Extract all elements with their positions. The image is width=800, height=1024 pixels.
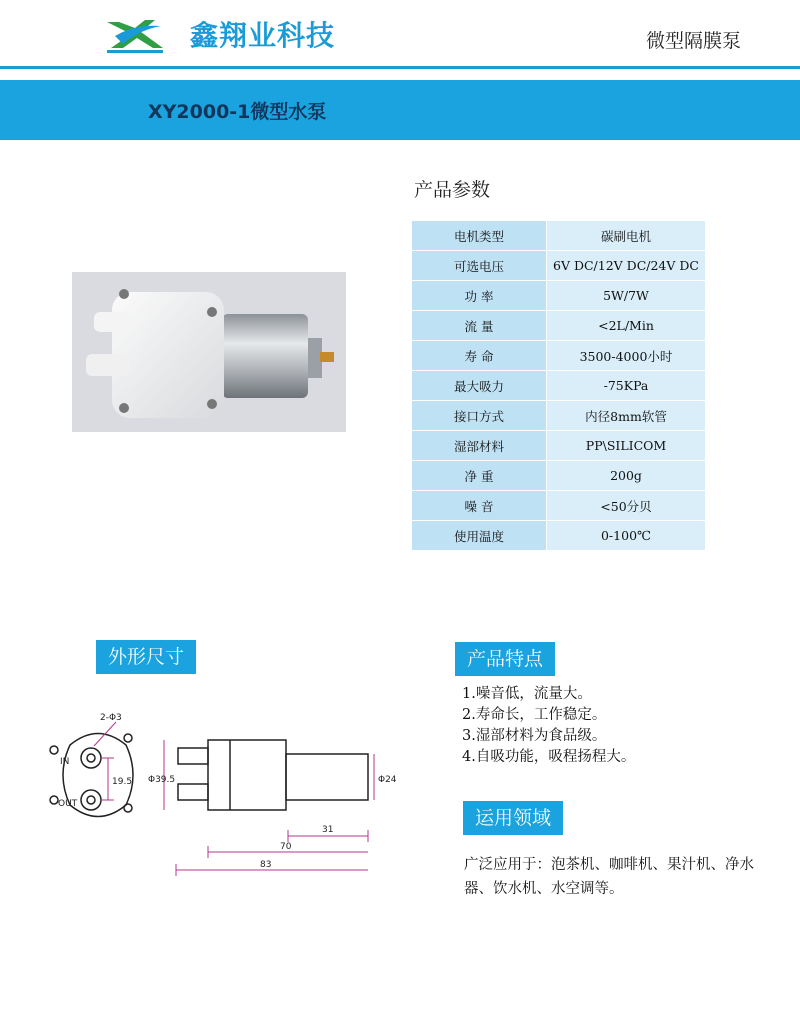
dia1-label: Φ39.5: [148, 775, 176, 785]
product-photo: [72, 272, 346, 432]
pump-image: [72, 272, 346, 432]
spec-value: 0-100℃: [547, 521, 706, 551]
spec-key: 寿 命: [412, 341, 547, 371]
spec-key: 噪 音: [412, 491, 547, 521]
spec-key: 功 率: [412, 281, 547, 311]
spec-value: <50分贝: [547, 491, 706, 521]
spec-row: [412, 341, 705, 371]
dimension-drawing: [30, 700, 410, 890]
spec-value: PP\SILICOM: [547, 431, 706, 461]
feature-item: 1.噪音低，流量大。: [462, 686, 592, 702]
spec-table: [412, 221, 705, 551]
spec-value: <2L/Min: [547, 311, 706, 341]
len83-label: 83: [260, 860, 272, 870]
spec-value: 3500-4000小时: [547, 341, 706, 371]
len70-label: 70: [280, 842, 292, 852]
len31-label: 31: [322, 825, 334, 835]
feature-item: 4.自吸功能，吸程扬程大。: [462, 749, 636, 765]
dimensions-title: 外形尺寸: [96, 640, 196, 674]
spec-row: [412, 461, 705, 491]
in-label: IN: [60, 757, 70, 767]
features-title: 产品特点: [455, 642, 555, 676]
spec-value: 200g: [547, 461, 706, 491]
spec-row: [412, 401, 705, 431]
pitch-label: 19.5: [112, 777, 133, 787]
spec-value: 碳刷电机: [547, 221, 706, 251]
brand-name: 鑫翔业科技: [190, 19, 336, 52]
dia2-label: Φ24: [378, 775, 397, 785]
spec-key: 湿部材料: [412, 431, 547, 461]
hole-label: 2-Φ3: [100, 713, 122, 723]
spec-row: [412, 491, 705, 521]
spec-key: 净 重: [412, 461, 547, 491]
features-list: [462, 684, 635, 768]
spec-row: [412, 371, 705, 401]
feature-item: 3.湿部材料为食品级。: [462, 728, 607, 744]
spec-key: 接口方式: [412, 401, 547, 431]
model-banner: [0, 80, 800, 140]
spec-key: 可选电压: [412, 251, 547, 281]
header-rule: [0, 66, 800, 69]
spec-key: 使用温度: [412, 521, 547, 551]
spec-row: [412, 431, 705, 461]
spec-row: [412, 251, 705, 281]
spec-row: [412, 311, 705, 341]
spec-value: 5W/7W: [547, 281, 706, 311]
out-label: OUT: [58, 799, 78, 809]
spec-key: 最大吸力: [412, 371, 547, 401]
xy-logo-icon: [105, 14, 165, 54]
spec-key: 电机类型: [412, 221, 547, 251]
feature-item: 2.寿命长，工作稳定。: [462, 707, 607, 723]
spec-value: 内径8mm软管: [547, 401, 706, 431]
spec-key: 流 量: [412, 311, 547, 341]
spec-row: [412, 221, 705, 251]
spec-value: -75KPa: [547, 371, 706, 401]
model-title: XY2000-1微型水泵: [148, 101, 327, 123]
spec-row: [412, 521, 705, 551]
spec-row: [412, 281, 705, 311]
applications-title: 运用领域: [463, 801, 563, 835]
header-tagline: 微型隔膜泵: [646, 30, 742, 52]
applications-text: 广泛应用于：泡茶机、咖啡机、果汁机、净水器、饮水机、水空调等。: [464, 857, 754, 897]
spec-value: 6V DC/12V DC/24V DC: [547, 251, 706, 281]
spec-title: 产品参数: [414, 179, 491, 201]
